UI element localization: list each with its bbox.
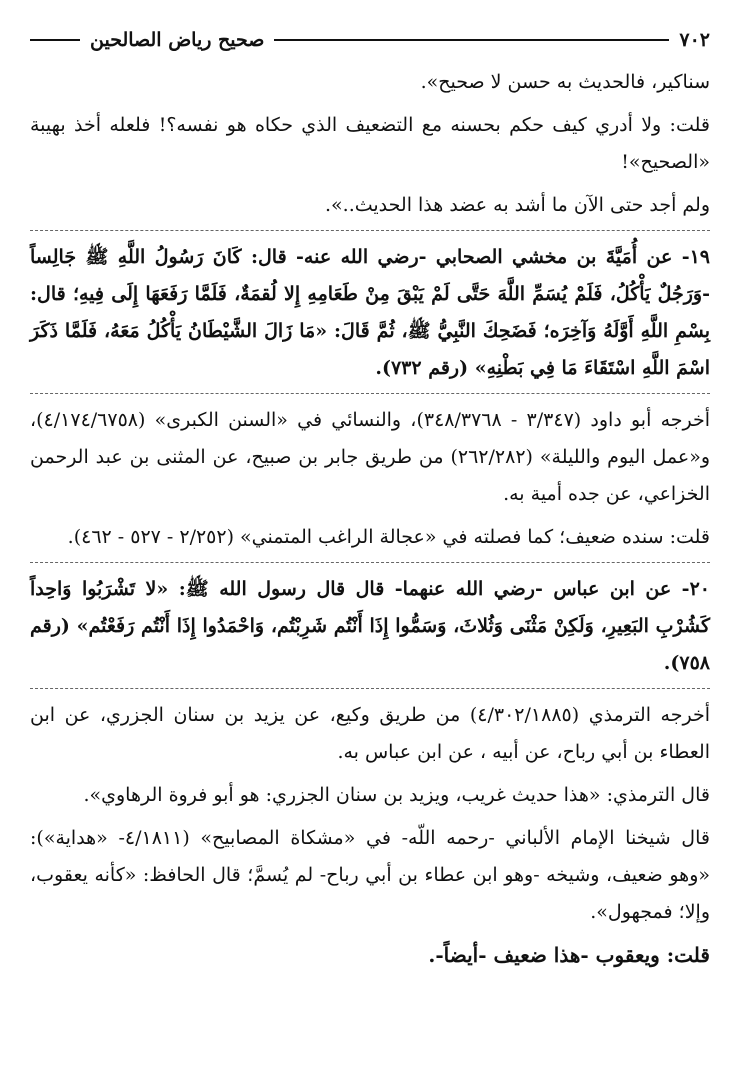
header-rule-left — [30, 39, 80, 41]
albani-comment: قال شيخنا الإمام الألباني -رحمه اللّه- في «مشكاة المصابيح» (٤/١٨١١- «هداية»): «وهو ضعيف، وشيخه -وهو ابن عطاء بن أبي رباح- لم يُسمَّ؛ قال الحافظ: «كأنه يعقوب، وإلا؛ فمجهول». — [30, 827, 710, 923]
paragraph-comment-end: ولم أجد حتى الآن ما أشد به عضد هذا الحديث..». — [324, 194, 710, 216]
section-divider — [30, 688, 710, 689]
hadith-19-grading: قلت: سنده ضعيف؛ كما فصلته في «عجالة الراغب المتمني» (٢/٢٥٢ - ٥٢٧ - ٤٦٢). — [67, 526, 710, 548]
section-divider — [30, 230, 710, 231]
page-header — [30, 22, 710, 58]
section-divider — [30, 393, 710, 394]
final-comment: قلت: ويعقوب -هذا ضعيف -أيضاً-. — [428, 943, 710, 967]
book-page — [30, 22, 710, 980]
hadith-19-takhrij: أخرجه أبو داود (٣/٣٤٧ - ٣٤٨/٣٧٦٨)، والنسائي في «السنن الكبرى» (٤/١٧٤/٦٧٥٨)، و«عمل اليوم والليلة» (٢٦٢/٢٨٢) من طريق جابر بن صبيح، عن المثنى بن عبد الرحمن الخزاعي، عن جده أمية به. — [30, 409, 711, 505]
section-divider — [30, 562, 710, 563]
hadith-20-takhrij: أخرجه الترمذي (٤/٣٠٢/١٨٨٥) من طريق وكيع، عن يزيد بن سنان الجزري، عن ابن العطاء بن أبي رباح، عن أبيه ، عن ابن عباس به. — [30, 704, 710, 763]
page-body — [30, 64, 710, 974]
header-rule-right — [274, 39, 669, 41]
paragraph-comment: قلت: ولا أدري كيف حكم بحسنه مع التضعيف الذي حكاه هو نفسه؟! فلعله أخذ بهيبة «الصحيح»! — [30, 114, 710, 173]
hadith-19: ١٩- عن أُمَيَّةَ بن مخشي الصحابي -رضي الله عنه- قال: كَانَ رَسُولُ اللَّهِ ﷺ جَالِساً -وَرَجُلٌ يَأْكُلُ، فَلَمْ يُسَمِّ اللَّهَ حَتَّى لَمْ يَبْقَ مِنْ طَعَامِهِ إِلا لُقمَةٌ، فَلَمَّا رَفَعَهَا إِلَى فِيهِ؛ قال: بِسْمِ اللَّهِ أَوَّلَهُ وَآخِرَه؛ فَضَحِكَ النَّبِيُّ ﷺ، ثُمَّ قَالَ: «مَا زَالَ الشَّيْطَانُ يَأْكُلُ مَعَهُ، فَلَمَّا ذَكَرَ اسْمَ اللَّهِ اسْتَقَاءَ مَا فِي بَطْنِهِ» (رقم ٧٣٢). — [30, 246, 710, 379]
tirmidhi-comment: قال الترمذي: «هذا حديث غريب، ويزيد بن سنان الجزري: هو أبو فروة الرهاوي». — [83, 784, 710, 806]
paragraph-citation-end: سناكير، فالحديث به حسن لا صحيح». — [420, 71, 710, 93]
book-title: صحيح رياض الصالحين — [90, 29, 265, 51]
hadith-20: ٢٠- عن ابن عباس -رضي الله عنهما- قال قال رسول الله ﷺ: «لا تَشْرَبُوا وَاحِداً كَشُرْبِ البَعِيرِ، وَلَكِنْ مَثْنَى وَثُلاثَ، وَسَمُّوا إِذَا أَنْتُم شَرِبْتُم، وَاحْمَدُوا إِذَا أَنْتُم رَفَعْتُم» (رقم ٧٥٨). — [30, 578, 710, 674]
page-number: ٧٠٢ — [679, 29, 710, 51]
